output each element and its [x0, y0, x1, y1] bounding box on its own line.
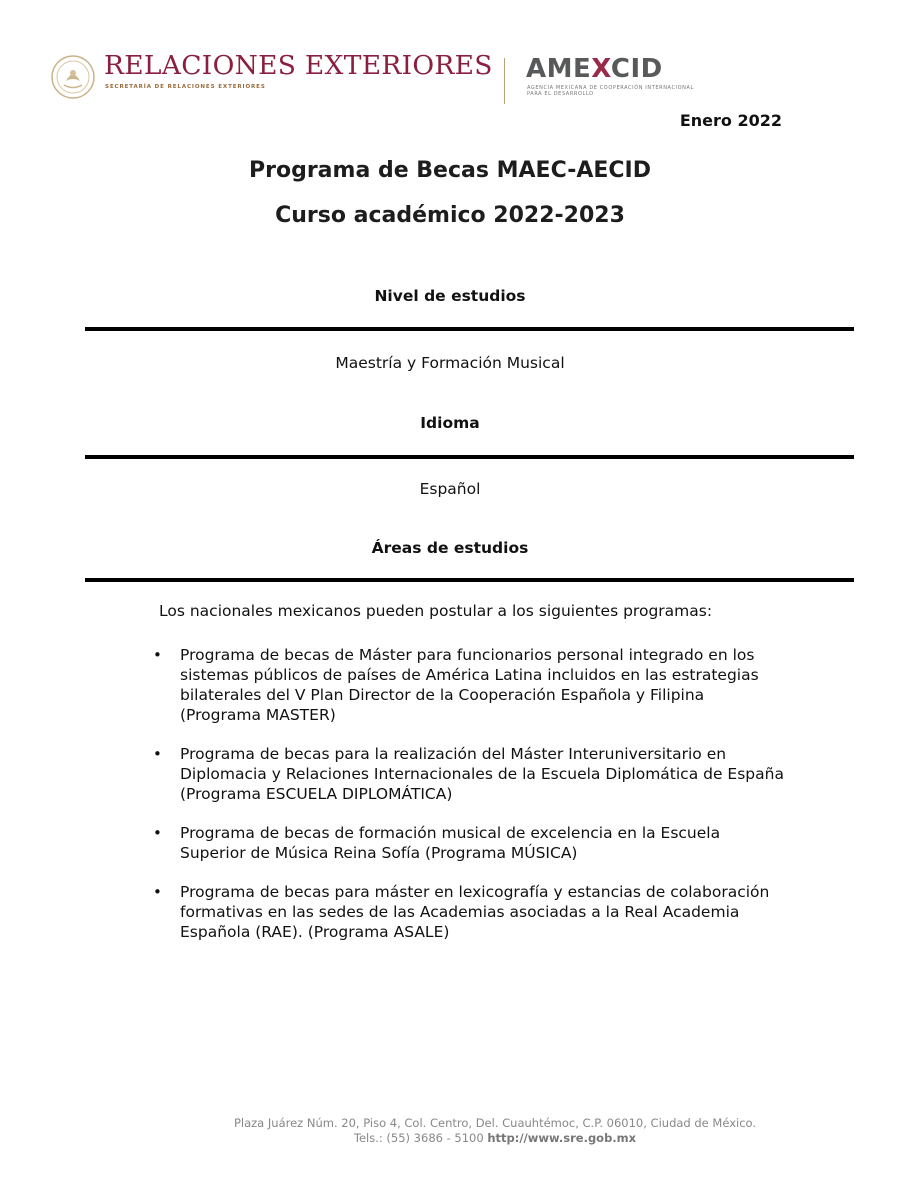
list-item — [150, 823, 790, 863]
agency-logo-prefix: AME — [526, 54, 592, 84]
program-text: Programa de becas de Máster para funcionarios personal integrado en los sistemas públicos de países de América Latina incluidos en las estrategias bilaterales del V Plan Director de la Cooperación Española y Filipina (Programa MASTER) — [180, 646, 759, 724]
document-date: Enero 2022 — [679, 111, 782, 130]
level-value: Maestría y Formación Musical — [335, 354, 565, 372]
agency-logo-suffix: CID — [610, 54, 663, 84]
section-rule — [85, 327, 854, 331]
programs-intro: Los nacionales mexicanos pueden postular a los siguientes programas: — [159, 602, 713, 620]
footer-contact — [0, 1131, 918, 1145]
footer-url[interactable]: http://www.sre.gob.mx — [487, 1131, 637, 1145]
agency-logo — [526, 54, 663, 84]
list-item — [150, 882, 790, 942]
list-item — [150, 645, 790, 725]
header-divider — [504, 58, 505, 104]
footer-address: Plaza Juárez Núm. 20, Piso 4, Col. Centro, Del. Cuauhtémoc, C.P. 06010, Ciudad de México. — [233, 1116, 757, 1130]
areas-label: Áreas de estudios — [371, 539, 529, 557]
language-label: Idioma — [420, 414, 480, 432]
org-name: RELACIONES EXTERIORES — [104, 50, 493, 81]
national-seal-icon — [50, 54, 96, 100]
document-header — [48, 48, 748, 108]
section-rule — [85, 578, 854, 582]
document-subtitle: Curso académico 2022-2023 — [275, 203, 625, 228]
footer-phone: Tels.: (55) 3686 - 5100 — [353, 1131, 484, 1145]
program-text: Programa de becas de formación musical de excelencia en la Escuela Superior de Música Reina Sofía (Programa MÚSICA) — [180, 824, 721, 862]
document-title: Programa de Becas MAEC-AECID — [249, 158, 651, 183]
bullet-icon: • — [153, 883, 162, 901]
bullet-icon: • — [153, 745, 162, 763]
agency-logo-x: X — [591, 54, 611, 84]
agency-subtitle: AGENCIA MEXICANA DE COOPERACIÓN INTERNACIONAL PARA EL DESARROLLO — [527, 85, 694, 97]
programs-list — [150, 645, 790, 961]
bullet-icon: • — [153, 646, 162, 664]
bullet-icon: • — [153, 824, 162, 842]
org-subtitle: SECRETARÍA DE RELACIONES EXTERIORES — [105, 84, 266, 90]
language-value: Español — [419, 480, 481, 498]
program-text: Programa de becas para la realización del Máster Interuniversitario en Diplomacia y Relaciones Internacionales de la Escuela Diplomática de España (Programa ESCUELA DIPLOMÁTICA) — [180, 745, 784, 803]
section-rule — [85, 455, 854, 459]
program-text: Programa de becas para máster en lexicografía y estancias de colaboración formativas en las sedes de las Academias asociadas a la Real Academia Española (RAE). (Programa ASALE) — [180, 883, 770, 941]
list-item — [150, 744, 790, 804]
level-label: Nivel de estudios — [374, 287, 526, 305]
